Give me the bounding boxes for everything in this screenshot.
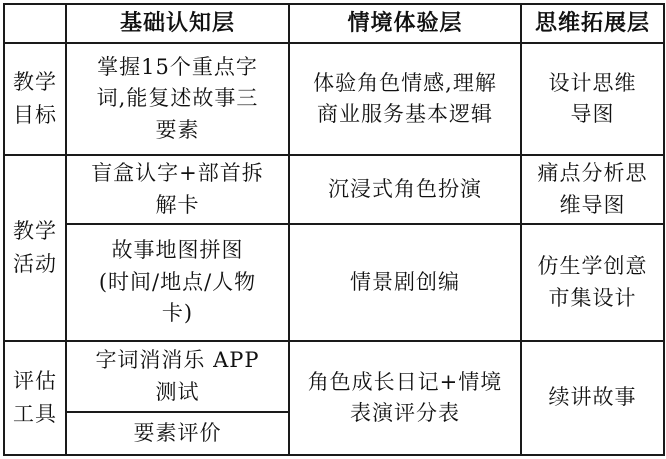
goals-situational-cell: 体验角色情感,理解 商业服务基本逻辑 <box>289 43 521 155</box>
tools-situational-cell: 角色成长日记+情境 表演评分表 <box>289 341 521 455</box>
row-teaching-goals <box>4 43 664 155</box>
teaching-design-table <box>3 3 665 456</box>
activities-situational-cell-1: 沉浸式角色扮演 <box>289 155 521 224</box>
tools-basic-cell-2: 要素评价 <box>66 412 289 455</box>
goals-thinking-cell: 设计思维 导图 <box>521 43 664 155</box>
tools-basic-cell-1: 字词消消乐 APP 测试 <box>66 341 289 412</box>
row-teaching-activities-2 <box>4 224 664 341</box>
tools-thinking-cell: 续讲故事 <box>521 341 664 455</box>
row-label-tools: 评估 工具 <box>4 341 66 455</box>
header-situational-experience: 情境体验层 <box>289 4 521 43</box>
row-teaching-activities-1 <box>4 155 664 224</box>
row-label-activities: 教学 活动 <box>4 155 66 341</box>
activities-basic-cell-1: 盲盒认字+部首拆 解卡 <box>66 155 289 224</box>
activities-basic-cell-2: 故事地图拼图 (时间/地点/人物 卡) <box>66 224 289 341</box>
goals-basic-cell: 掌握15个重点字 词,能复述故事三 要素 <box>66 43 289 155</box>
header-row <box>4 4 664 43</box>
row-label-goals: 教学 目标 <box>4 43 66 155</box>
activities-thinking-cell-2: 仿生学创意 市集设计 <box>521 224 664 341</box>
activities-situational-cell-2: 情景剧创编 <box>289 224 521 341</box>
header-thinking-expansion: 思维拓展层 <box>521 4 664 43</box>
header-corner <box>4 4 66 43</box>
activities-thinking-cell-1: 痛点分析思 维导图 <box>521 155 664 224</box>
header-basic-cognition: 基础认知层 <box>66 4 289 43</box>
row-assessment-tools-1 <box>4 341 664 412</box>
